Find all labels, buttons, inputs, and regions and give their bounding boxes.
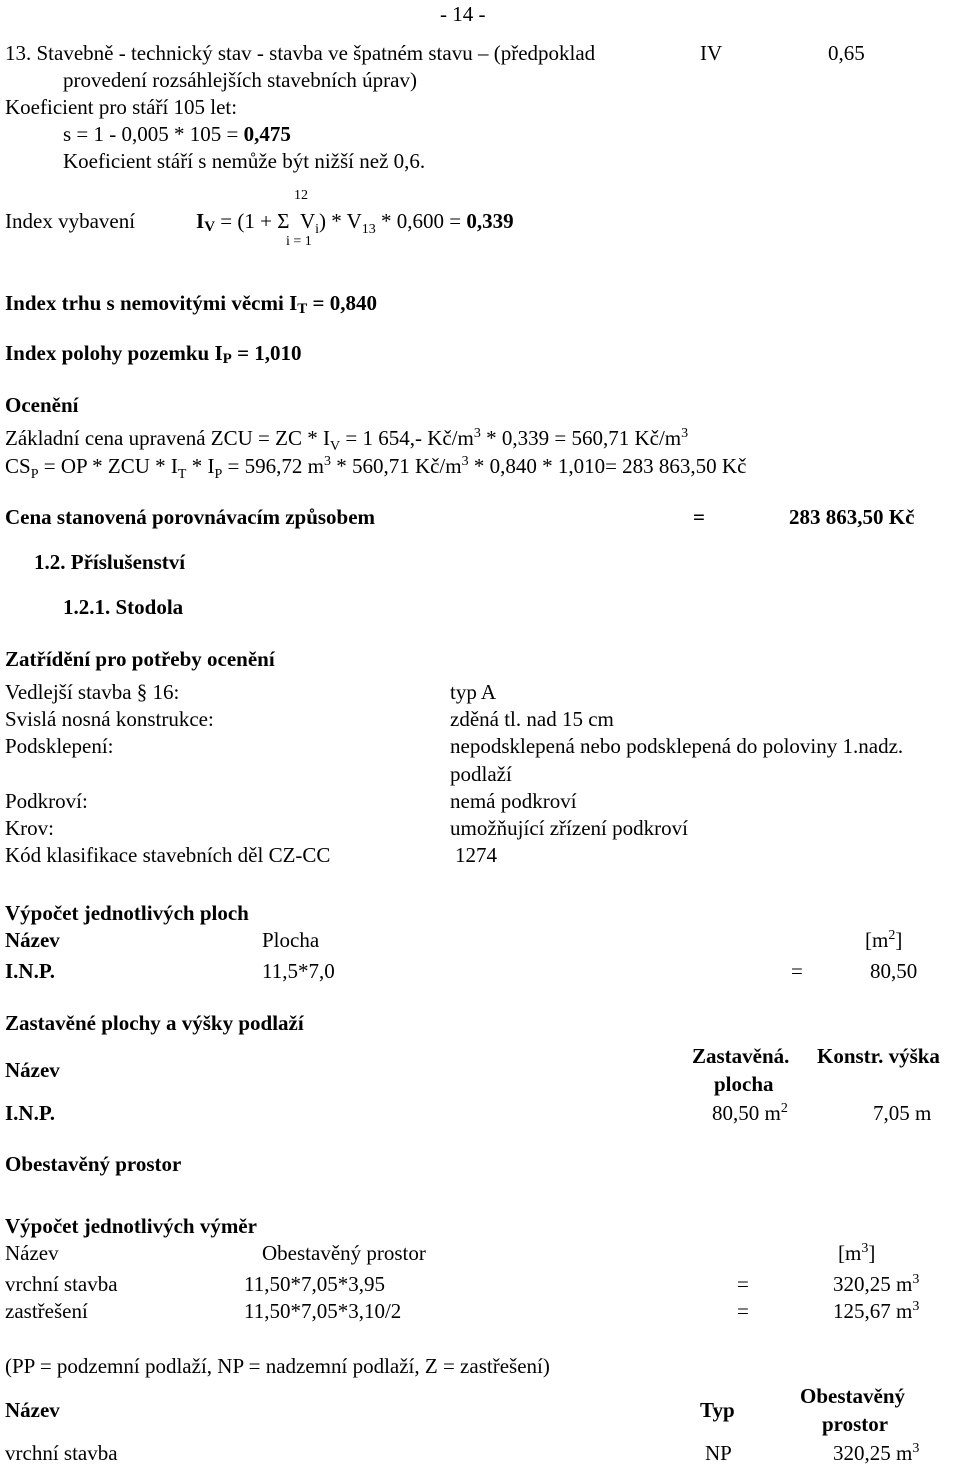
vymery-row-name: zastřešení [5,1299,88,1323]
sigma-symbol: Σ [277,209,290,233]
age-coefficient-title: Koeficient pro stáří 105 let: [5,95,238,119]
zastavene-title: Zastavěné plochy a výšky podlaží [5,1011,304,1035]
index-trhu: Index trhu s nemovitými věcmi IT = 0,840 [5,291,377,317]
zcu-formula: Základní cena upravená ZCU = ZC * $I_V = 1$ 654,- $Kč/m^3 * 0,339 = 560,71$ $Kč/m^3$ [5,426,689,455]
zastavene-header-name: Název [5,1058,60,1082]
plochy-row-name: I.N.P. [5,959,55,983]
zatrideni-value-vedlejsi: typ A [450,680,497,704]
section13-coefficient: 0,65 [828,41,865,65]
page-number: - 14 - [440,2,486,26]
zatrideni-value-krov: umožňující zřízení podkroví [450,816,688,840]
index-vybaveni-formula: IV = (1 + Σ $V_i) * V_{13} * 0,600 = 0,339$ [196,209,514,238]
vymery-header-unit: $[m^3]$ [838,1241,876,1265]
index-polohy: Index polohy pozemku IP = 1,010 [5,341,302,367]
zatrideni-label-podkrovi: Podkroví: [5,789,88,813]
section13-grade: IV [700,41,723,65]
obestaveny-title: Obestavěný prostor [5,1152,182,1176]
vymery-row-formula: 11,50*7,05*3,10/2 [244,1299,402,1323]
section13-line2: provedení rozsáhlejších stavebních úprav) [63,68,417,92]
plochy-header-name: Název [5,928,60,952]
sum-lower-limit: i = 1 [286,234,312,249]
zatrideni-value-kod: 1274 [455,843,497,867]
vymery-row-value: 125,67 $m^3$ [833,1299,920,1323]
plochy-header-plocha: Plocha [262,928,320,952]
zastavene-header-konstr: Konstr. výška [817,1044,940,1068]
cena-label: Cena stanovená porovnávacím způsobem [5,505,376,529]
plochy-header-unit: $[m^2]$ [865,928,903,952]
legend-note: (PP = podzemní podlaží, NP = nadzemní podlaží, Z = zastřešení) [5,1354,550,1378]
zatrideni-label-konstrukce: Svislá nosná konstrukce: [5,707,214,731]
plochy-title: Výpočet jednotlivých ploch [5,901,249,925]
age-value: 0,475 [243,122,291,146]
vymery-header-prostor: Obestavěný prostor [262,1241,426,1265]
typ-header-prostor: prostor [822,1412,889,1436]
cena-equals: = [693,505,705,529]
cena-value: 283 863,50 Kč [789,505,915,529]
zastavene-header-zast2: plocha [714,1072,774,1096]
vymery-row-value: 320,25 $m^3$ [833,1272,920,1296]
vymery-row-formula: 11,50*7,05*3,95 [244,1272,385,1296]
zatrideni-value-podkrovi: nemá podkroví [450,789,577,813]
typ-header-typ: Typ [700,1398,735,1422]
vymery-row-name: vrchní stavba [5,1272,118,1296]
plochy-row-value: 80,50 [870,959,918,983]
zatrideni-value-konstrukce: zděná tl. nad 15 cm [450,707,614,731]
typ-row-typ: NP [705,1441,732,1465]
index-vybaveni-label: Index vybavení [5,209,136,233]
typ-row-name: vrchní stavba [5,1441,118,1465]
zatrideni-label-krov: Krov: [5,816,54,840]
age-note: Koeficient stáří s nemůže být nižší než 0,6. [63,149,426,173]
typ-row-value: 320,25 $m^3$ [833,1441,920,1465]
zatrideni-label-vedlejsi: Vedlejší stavba § 16: [5,680,180,704]
zatrideni-label-podsklepeni: Podsklepení: [5,734,114,758]
zatrideni-title: Zatřídění pro potřeby ocenění [5,647,275,671]
sum-upper-limit: 12 [294,188,308,203]
age-formula: s = 1 - 0,005 * 105 = 0,475 [63,122,291,146]
zatrideni-value-podsklepeni-cont: podlaží [450,762,512,786]
heading-stodola: 1.2.1. Stodola [63,595,184,619]
index-vybaveni-result: 0,339 [466,209,514,233]
zastavene-header-zast1: Zastavěná. [692,1044,790,1068]
zatrideni-value-podsklepeni: nepodsklepená nebo podsklepená do poloviny 1.nadz. [450,734,904,758]
zastavene-row-name: I.N.P. [5,1101,55,1125]
zastavene-row-area: 80,50 $m^2$ [712,1101,788,1125]
typ-header-name: Název [5,1398,60,1422]
vymery-header-name: Název [5,1241,59,1265]
typ-header-obestaveny: Obestavěný [800,1384,905,1408]
plochy-row-formula: 11,5*7,0 [262,959,335,983]
vymery-row-equals: = [737,1299,749,1323]
section13-line1: 13. Stavebně - technický stav - stavba ve špatném stavu – (předpoklad [5,41,596,65]
plochy-row-equals: = [791,959,803,983]
cs-formula: $CS_P$ = OP * ZCU * $I_T * I_P = 596,72$ $m^3 * 560,71$ $Kč/m^3 * 0,840 * 1,010= 283$ 863,50 Kč [5,454,747,483]
zatrideni-label-kod: Kód klasifikace stavebních děl CZ-CC [5,843,331,867]
vymery-row-equals: = [737,1272,749,1296]
heading-prislusenstvi: 1.2. Příslušenství [34,550,186,574]
oceneni-title: Ocenění [5,393,79,417]
zastavene-row-height: 7,05 m [873,1101,932,1125]
vymery-title: Výpočet jednotlivých výměr [5,1214,257,1238]
